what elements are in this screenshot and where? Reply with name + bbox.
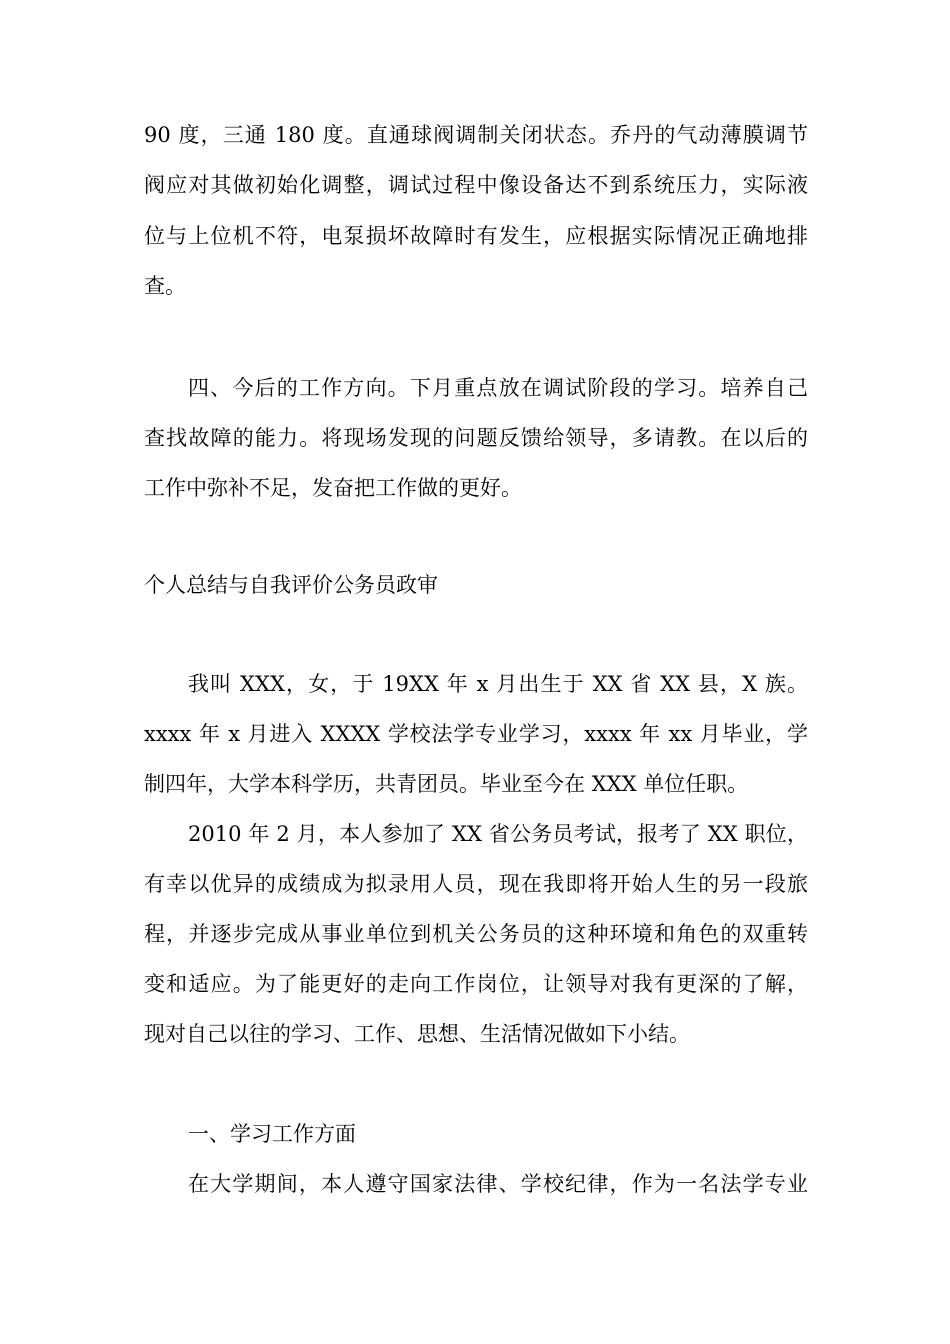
text-line: 变和适应。为了能更好的走向工作岗位，让领导对我有更深的了解， (144, 972, 808, 996)
document-title: 个人总结与自我评价公务员政审 (144, 573, 438, 597)
text-line: 阀应对其做初始化调整，调试过程中像设备达不到系统压力，实际液 (144, 173, 808, 197)
text-line: 查找故障的能力。将现场发现的问题反馈给领导，多请教。在以后的 (144, 426, 808, 450)
text-line: 工作中弥补不足，发奋把工作做的更好。 (144, 476, 522, 500)
text-line: 在大学期间，本人遵守国家法律、学校纪律，作为一名法学专业 (188, 1172, 808, 1196)
text-line: 现对自己以往的学习、工作、思想、生活情况做如下小结。 (144, 1022, 690, 1046)
section-heading: 一、学习工作方面 (188, 1122, 356, 1146)
text-line: 查。 (144, 274, 186, 298)
text-line: 有幸以优异的成绩成为拟录用人员，现在我即将开始人生的另一段旅 (144, 872, 808, 896)
text-line: 四、今后的工作方向。下月重点放在调试阶段的学习。培养自己 (188, 376, 808, 400)
text-line: 2010 年 2 月，本人参加了 XX 省公务员考试，报考了 XX 职位， (188, 822, 808, 846)
text-line: 程，并逐步完成从事业单位到机关公务员的这种环境和角色的双重转 (144, 922, 808, 946)
text-line: 90 度，三通 180 度。直通球阀调制关闭状态。乔丹的气动薄膜调节 (144, 123, 808, 147)
text-line: 制四年，大学本科学历，共青团员。毕业至今在 XXX 单位任职。 (144, 772, 749, 796)
text-line: 我叫 XXX，女，于 19XX 年 x 月出生于 XX 省 XX 县，X 族。 (188, 672, 808, 696)
text-line: xxxx 年 x 月进入 XXXX 学校法学专业学习，xxxx 年 xx 月毕业，学 (144, 722, 808, 746)
text-line: 位与上位机不符，电泵损坏故障时有发生，应根据实际情况正确地排 (144, 224, 808, 248)
